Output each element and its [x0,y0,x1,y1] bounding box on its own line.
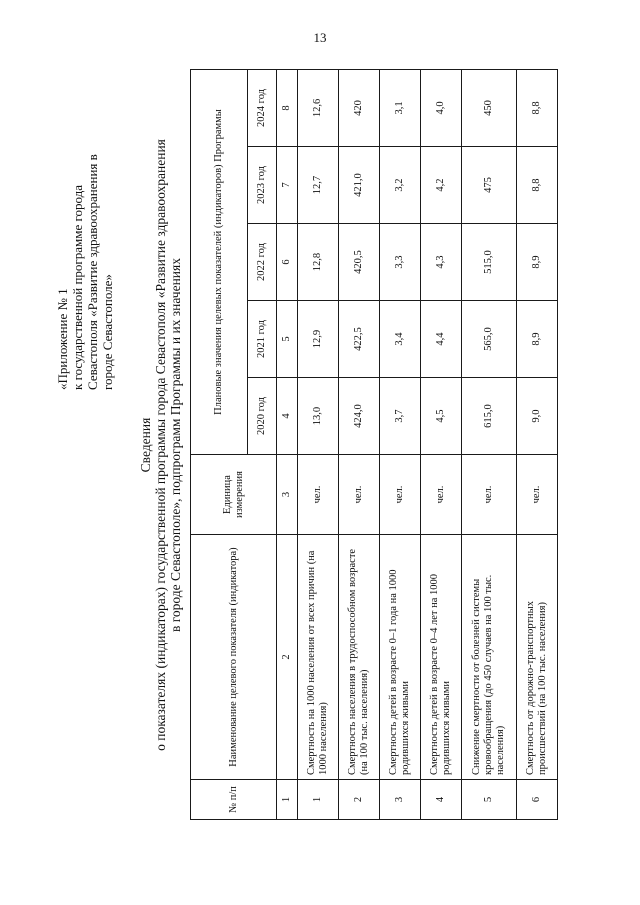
value-2024: 12,6 [298,69,339,146]
indicator-unit: чел. [339,455,380,535]
table-row [298,69,339,819]
row-number: 2 [339,780,380,820]
header-year: 2024 год [248,69,277,146]
indicators-table [190,69,558,820]
value-2024: 420 [339,69,380,146]
appendix-line: «Приложение № 1 [55,288,70,390]
column-numbers-row [277,69,298,819]
indicator-name: Смертность детей в возрасте 0–4 лет на 1000 родившихся живыми [421,535,462,780]
table-row [462,69,517,819]
table-row [517,69,558,819]
value-2022: 4,3 [421,224,462,301]
table-row [380,69,421,819]
value-2020: 615,0 [462,378,517,455]
value-2020: 9,0 [517,378,558,455]
header-year: 2020 год [248,378,277,455]
value-2023: 8,8 [517,147,558,224]
indicator-name: Смертность детей в возрасте 0–1 года на 1000 родившихся живыми [380,535,421,780]
indicator-name: Смертность от дорожно-транспортных происшествий (на 100 тыс. населения) [517,535,558,780]
header-number: № п/п [191,780,277,820]
appendix-line: городе Севастополе» [100,274,115,390]
value-2024: 3,1 [380,69,421,146]
page-number: 13 [313,30,327,45]
value-2021: 4,4 [421,301,462,378]
rotated-page-content [40,40,600,850]
heading-line: в городе Севастополе», подпрограмм Программы и их значениях [168,258,183,633]
heading-title: Сведения [138,417,153,473]
row-number: 1 [298,780,339,820]
appendix-line: к государственной программе города [70,184,85,390]
value-2023: 4,2 [421,147,462,224]
value-2023: 421,0 [339,147,380,224]
indicator-unit: чел. [380,455,421,535]
header-planned-values: Плановые значения целевых показателей (индикаторов) Программы [191,69,248,454]
column-number: 3 [277,455,298,535]
value-2022: 420,5 [339,224,380,301]
value-2021: 565,0 [462,301,517,378]
row-number: 5 [462,780,517,820]
indicator-unit: чел. [298,455,339,535]
column-number: 5 [277,301,298,378]
table-row [339,69,380,819]
value-2020: 424,0 [339,378,380,455]
value-2022: 8,9 [517,224,558,301]
value-2022: 12,8 [298,224,339,301]
header-row [191,69,248,819]
row-number: 4 [421,780,462,820]
indicator-name: Смертность на 1000 населения от всех причин (на 1000 населения) [298,535,339,780]
value-2021: 422,5 [339,301,380,378]
column-number: 4 [277,378,298,455]
indicator-name: Смертность населения в трудоспособном возрасте (на 100 тыс. населения) [339,535,380,780]
indicator-name: Снижение смертности от болезней системы кровообращения (до 450 случаев на 100 тыс. населения) [462,535,517,780]
value-2021: 8,9 [517,301,558,378]
column-number: 7 [277,147,298,224]
value-2024: 8,8 [517,69,558,146]
column-number: 6 [277,224,298,301]
row-number: 3 [380,780,421,820]
header-year: 2023 год [248,147,277,224]
heading-line: о показателях (индикаторах) государственной программы города Севастополя «Развитие здравоохранения [153,139,168,751]
header-name: Наименование целевого показателя (индикатора) [191,535,277,780]
value-2024: 450 [462,69,517,146]
row-number: 6 [517,780,558,820]
column-number: 1 [277,780,298,820]
value-2024: 4,0 [421,69,462,146]
table-row [421,69,462,819]
header-year: 2022 год [248,224,277,301]
column-number: 2 [277,535,298,780]
value-2023: 12,7 [298,147,339,224]
appendix-line: Севастополя «Развитие здравоохранения в [85,154,100,390]
indicator-unit: чел. [462,455,517,535]
indicator-unit: чел. [517,455,558,535]
value-2022: 3,3 [380,224,421,301]
value-2022: 515,0 [462,224,517,301]
column-number: 8 [277,69,298,146]
value-2020: 3,7 [380,378,421,455]
header-year: 2021 год [248,301,277,378]
value-2020: 4,5 [421,378,462,455]
value-2020: 13,0 [298,378,339,455]
value-2023: 475 [462,147,517,224]
value-2021: 12,9 [298,301,339,378]
appendix-note [55,60,115,390]
document-heading [138,40,183,850]
value-2023: 3,2 [380,147,421,224]
header-unit: Единица измерения [191,455,277,535]
value-2021: 3,4 [380,301,421,378]
indicator-unit: чел. [421,455,462,535]
